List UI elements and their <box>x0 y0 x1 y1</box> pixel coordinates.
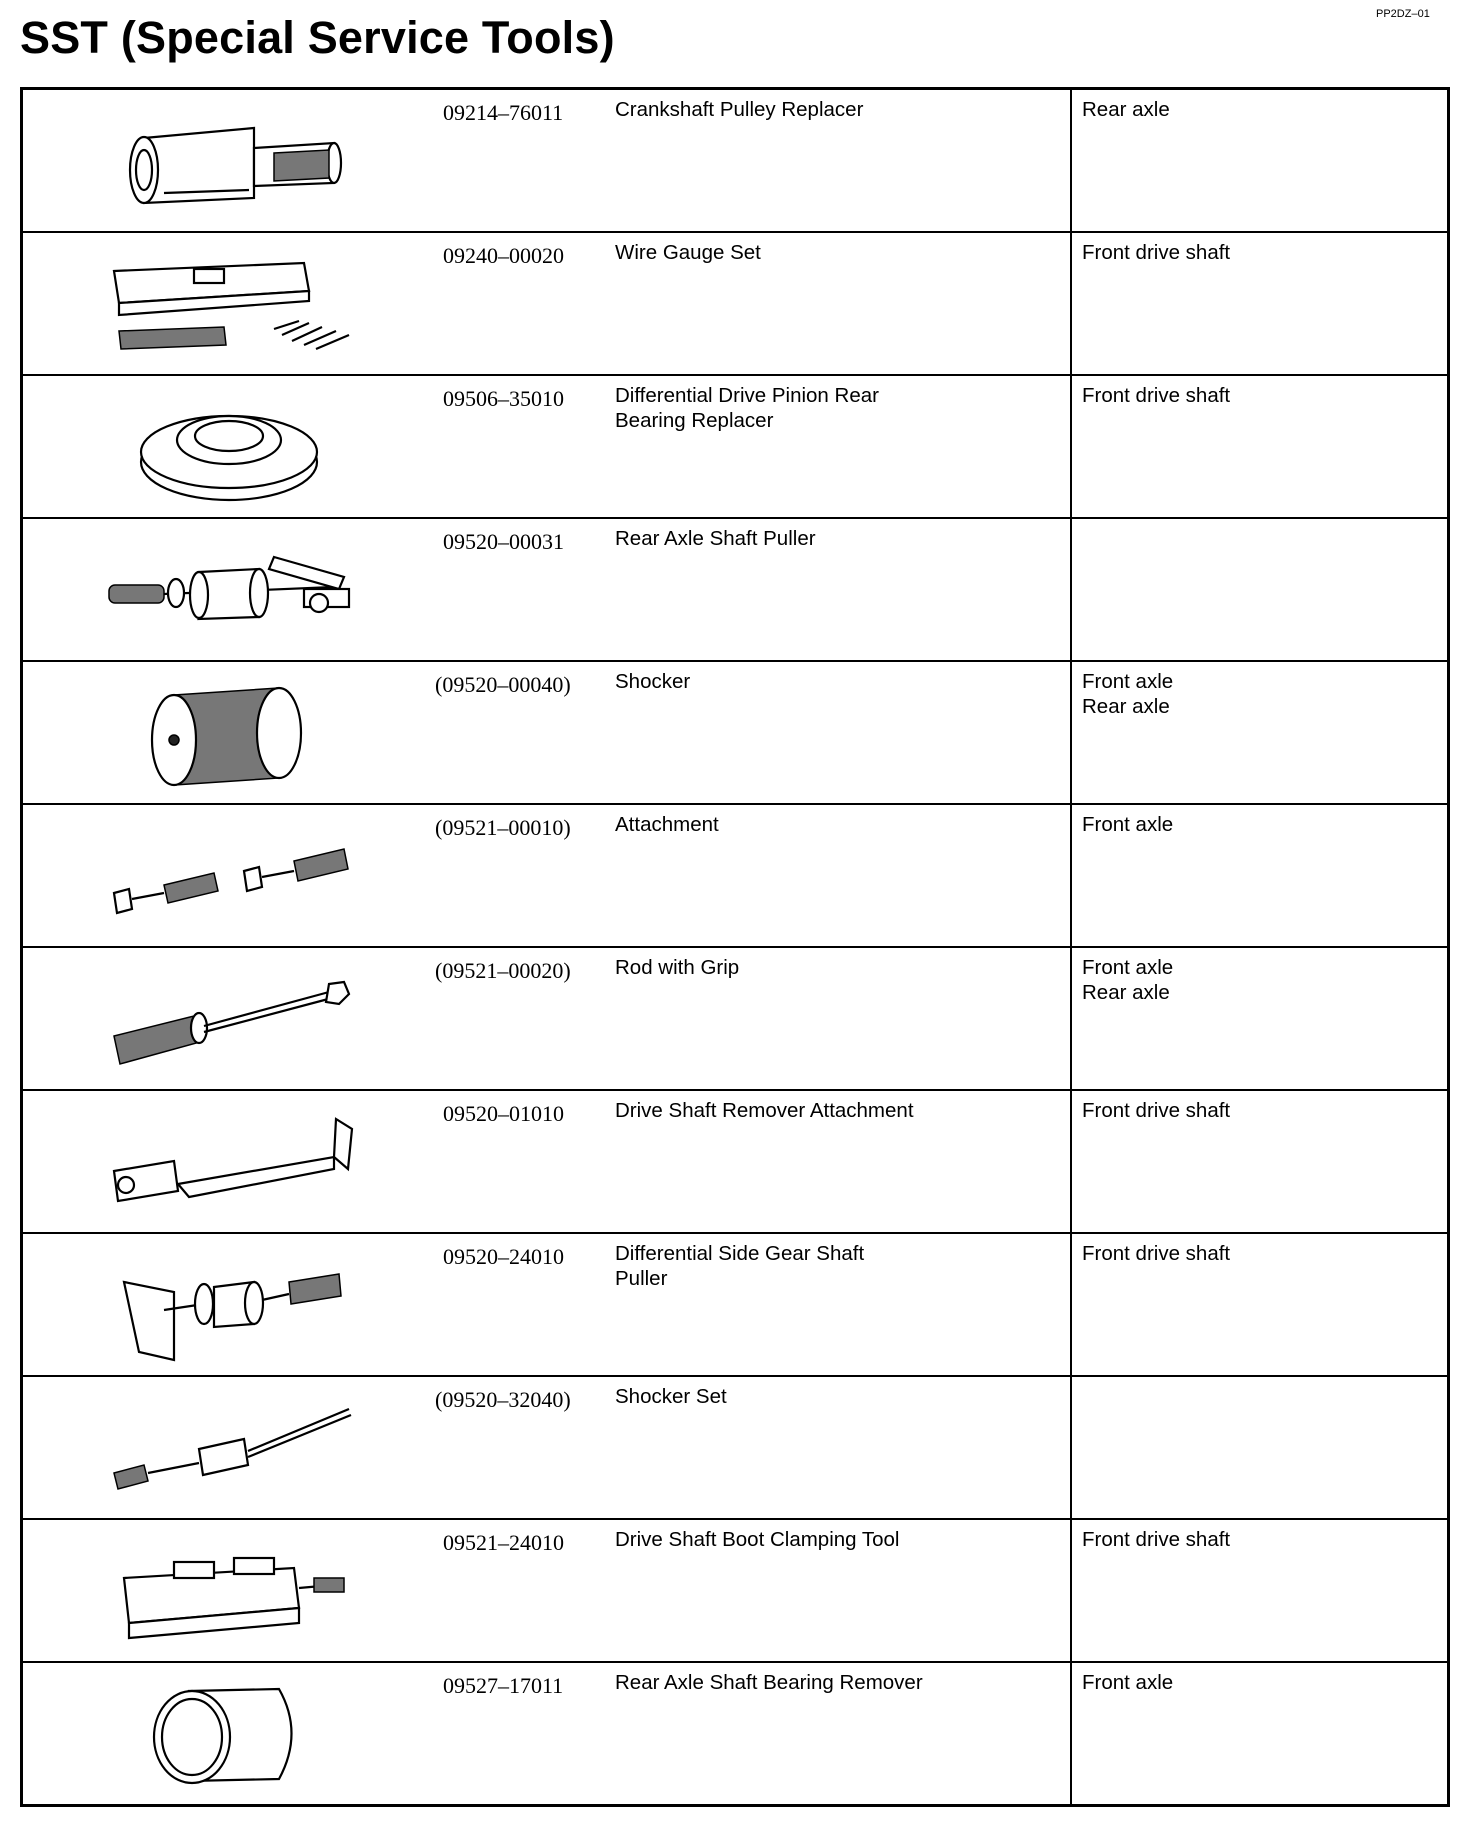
tool-picture-cell <box>23 805 435 946</box>
tool-usage <box>1070 1091 1447 1232</box>
part-number: (09521–00010) <box>435 815 571 840</box>
drive-shaft-remover-attachment-icon <box>104 1099 354 1224</box>
tool-name-line: Differential Drive Pinion Rear <box>615 384 879 407</box>
part-number: 09506–35010 <box>443 386 564 411</box>
tool-row <box>23 231 1447 374</box>
tool-name-line: Shocker <box>615 670 691 693</box>
tool-row <box>23 660 1447 803</box>
attachment-icon <box>104 813 354 938</box>
usage-line: Rear axle <box>1082 98 1170 121</box>
tool-row <box>23 946 1447 1089</box>
part-number: 09527–17011 <box>443 1673 564 1698</box>
tool-name <box>615 1377 1070 1518</box>
usage-line: Front axle <box>1082 956 1174 979</box>
tool-name <box>615 1520 1070 1661</box>
tool-name-line: Rod with Grip <box>615 956 740 979</box>
part-number: 09240–00020 <box>443 243 564 268</box>
wire-gauge-set-icon <box>104 241 354 366</box>
tool-usage <box>1070 376 1447 517</box>
part-number: 09214–76011 <box>443 100 564 125</box>
tool-name-line: Rear Axle Shaft Bearing Remover <box>615 1671 923 1694</box>
tool-picture-cell <box>23 1091 435 1232</box>
usage-line: Front axle <box>1082 1671 1174 1694</box>
tool-name <box>615 662 1070 803</box>
bearing-remover-icon <box>104 1671 354 1796</box>
shocker-set-icon <box>104 1385 354 1510</box>
part-number: 09521–24010 <box>443 1530 564 1555</box>
part-number: (09521–00020) <box>435 958 571 983</box>
tool-name <box>615 805 1070 946</box>
usage-line: Rear axle <box>1082 695 1170 718</box>
tool-row <box>23 374 1447 517</box>
tool-name <box>615 1663 1070 1804</box>
usage-line: Front drive shaft <box>1082 1242 1231 1265</box>
tool-usage <box>1070 1234 1447 1375</box>
tool-picture-cell <box>23 233 435 374</box>
tool-picture-cell <box>23 948 435 1089</box>
tool-row <box>23 1375 1447 1518</box>
tool-usage <box>1070 233 1447 374</box>
tool-picture-cell <box>23 519 435 660</box>
usage-line: Front drive shaft <box>1082 241 1231 264</box>
tool-row <box>23 1232 1447 1375</box>
tool-name <box>615 90 1070 231</box>
tool-name <box>615 1091 1070 1232</box>
tool-name-line: Attachment <box>615 813 719 836</box>
part-number: 09520–01010 <box>443 1101 564 1126</box>
tool-usage <box>1070 1377 1447 1518</box>
shocker-icon <box>104 670 354 795</box>
tool-name-line: Rear Axle Shaft Puller <box>615 527 816 550</box>
tool-name-line: Puller <box>615 1267 668 1290</box>
tool-picture-cell <box>23 1377 435 1518</box>
tool-row <box>23 517 1447 660</box>
document-id: PP2DZ–01 <box>1376 8 1430 20</box>
usage-line: Front drive shaft <box>1082 384 1231 407</box>
tool-usage <box>1070 519 1447 660</box>
tool-row <box>23 1661 1447 1804</box>
tool-name <box>615 519 1070 660</box>
part-number: (09520–32040) <box>435 1387 571 1412</box>
tool-name <box>615 233 1070 374</box>
crankshaft-pulley-replacer-icon <box>104 98 354 223</box>
usage-line: Rear axle <box>1082 981 1170 1004</box>
tool-row <box>23 1089 1447 1232</box>
tool-name <box>615 1234 1070 1375</box>
part-number: 09520–24010 <box>443 1244 564 1269</box>
tool-name <box>615 948 1070 1089</box>
tool-name-line: Drive Shaft Remover Attachment <box>615 1099 914 1122</box>
tool-table <box>20 87 1450 1807</box>
tool-row <box>23 803 1447 946</box>
tool-picture-cell <box>23 90 435 231</box>
tool-usage <box>1070 90 1447 231</box>
tool-row <box>23 90 1447 231</box>
page-title: SST (Special Service Tools) <box>20 12 615 63</box>
axle-shaft-puller-icon <box>104 527 354 652</box>
usage-line: Front axle <box>1082 670 1174 693</box>
tool-usage <box>1070 805 1447 946</box>
usage-line: Front axle <box>1082 813 1174 836</box>
usage-line: Front drive shaft <box>1082 1099 1231 1122</box>
tool-name-line: Wire Gauge Set <box>615 241 761 264</box>
tool-usage <box>1070 662 1447 803</box>
tool-name-line: Shocker Set <box>615 1385 727 1408</box>
tool-usage <box>1070 948 1447 1089</box>
tool-name-line: Differential Side Gear Shaft <box>615 1242 865 1265</box>
tool-row <box>23 1518 1447 1661</box>
boot-clamping-tool-icon <box>104 1528 354 1653</box>
tool-picture-cell <box>23 1520 435 1661</box>
tool-picture-cell <box>23 1234 435 1375</box>
tool-name <box>615 376 1070 517</box>
part-number: 09520–00031 <box>443 529 564 554</box>
tool-picture-cell <box>23 1663 435 1804</box>
side-gear-shaft-puller-icon <box>104 1242 354 1367</box>
rod-with-grip-icon <box>104 956 354 1081</box>
tool-picture-cell <box>23 376 435 517</box>
tool-picture-cell <box>23 662 435 803</box>
usage-line: Front drive shaft <box>1082 1528 1231 1551</box>
tool-name-line: Crankshaft Pulley Replacer <box>615 98 864 121</box>
tool-name-line: Bearing Replacer <box>615 409 774 432</box>
bearing-replacer-icon <box>104 384 354 509</box>
tool-usage <box>1070 1663 1447 1804</box>
tool-name-line: Drive Shaft Boot Clamping Tool <box>615 1528 900 1551</box>
tool-usage <box>1070 1520 1447 1661</box>
part-number: (09520–00040) <box>435 672 571 697</box>
